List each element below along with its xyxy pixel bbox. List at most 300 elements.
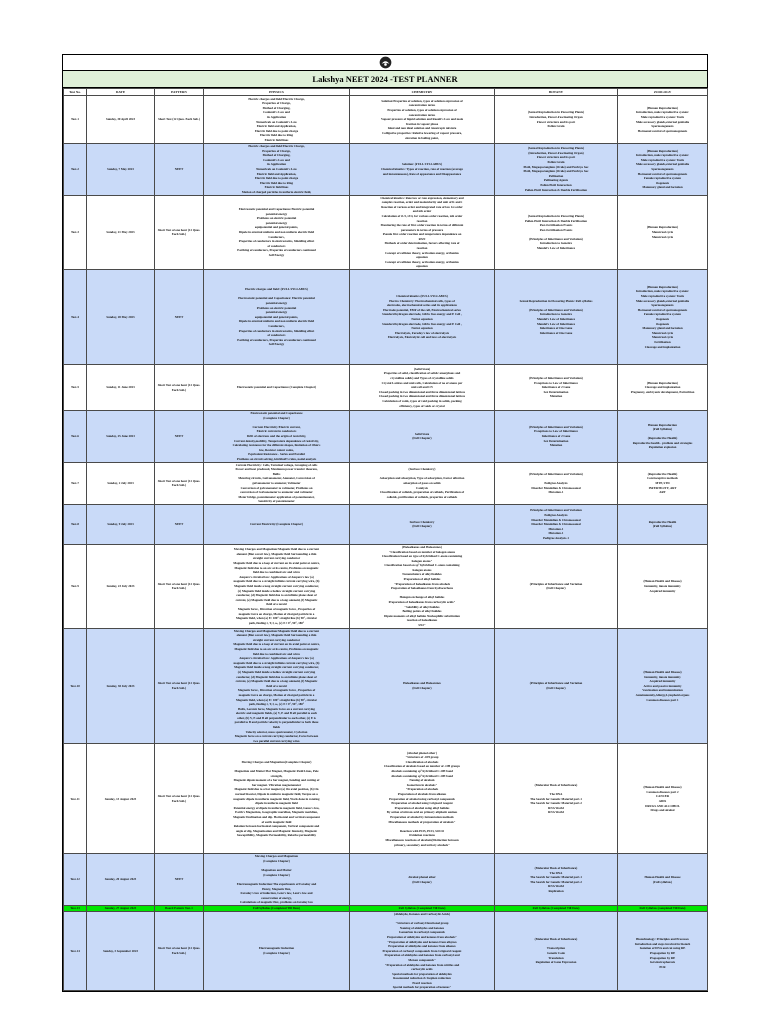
syllabus-line: Moving Charges and Magnetism(Complete Chapter) — [241, 759, 312, 764]
syllabus-line: Magnetic field due to a loop of current on its axial point at centre, — [233, 642, 320, 647]
table-row — [64, 854, 708, 906]
syllabus-line: its Application — [266, 114, 287, 119]
syllabus-line: CANCER — [655, 794, 670, 799]
syllabus-line: Ideal and non ideal solution and Azeotropic mixture — [387, 126, 457, 131]
syllabus-line: Coulomb's Law and — [263, 157, 290, 162]
syllabus-line: galvanometer to ammeter, Voltmeter — [252, 480, 301, 485]
syllabus-line: The DNA — [549, 792, 563, 797]
syllabus-line: Earthing of conductors, Properties of conductors continued — [237, 337, 316, 342]
syllabus-line: (Molecular Basis of Inheritance) — [534, 937, 578, 942]
syllabus-line: Sex Determination — [543, 389, 569, 394]
syllabus-line: Electromagnetic Induction:The experiments of Faraday and — [236, 882, 317, 886]
syllabus-line: Pollination — [548, 173, 564, 178]
syllabus-line: element (Biot savart law), Magnetic field Surrounding a thin — [236, 633, 317, 638]
pattern-cell: Short Test of one hour (12 Ques. Each Sub.) — [155, 462, 204, 504]
syllabus-line: Biotechnology: Principles and Processes — [636, 937, 689, 942]
syllabus-line: Pregnancy, embryonic development, Parturition — [630, 389, 695, 394]
syllabus-line: Ampere's circuital law: Applications of Ampere's law (a) — [239, 656, 314, 661]
syllabus-line: Coulomb's Law and — [263, 110, 290, 115]
syllabus-line: (Human Reproduction) — [647, 284, 678, 289]
syllabus-line: Oogenesis — [655, 317, 670, 322]
syllabus-line: Earth's Magnetism, Geographic meridian, Magnetic meridian, — [235, 810, 318, 815]
syllabus-line: path, finding r, T, f, ω, (c) θ ≠ 0°, 90°, 180° — [248, 620, 305, 625]
syllabus-line: Preparation of alkyl halides — [403, 577, 441, 582]
zoology-cell — [618, 544, 708, 628]
pattern-cell: Short Test of one hour (12 Ques. Each Sub.) — [155, 365, 204, 411]
syllabus-line: (Surface Chemistry) — [408, 467, 436, 472]
syllabus-line: Oogenesis — [655, 321, 670, 326]
syllabus-line: conversion of Galvanometer to ammeter and voltmeter — [240, 490, 313, 495]
syllabus-line: Sex Determination — [543, 438, 569, 443]
syllabus-line: Male reproductive system: Testis — [640, 114, 685, 119]
syllabus-line: Meter bridge, potentiometer application of potentiometer, — [238, 494, 315, 499]
syllabus-line: (Sexual Reproduction in Flowering Plants) — [527, 110, 585, 115]
syllabus-line: Conductors, — [268, 323, 285, 328]
physics-cell — [204, 144, 350, 196]
chemistry-cell — [350, 411, 495, 463]
syllabus-line: Introduction, male reproductive system: — [635, 289, 690, 294]
syllabus-line: Magnetic field, when (a) θ= 180° straight line (b) 90°, circular — [235, 616, 318, 621]
syllabus-line: magnetic force on charge, Motion of charged particle in a — [238, 611, 315, 616]
test-number-cell: Test-5 — [64, 365, 87, 411]
syllabus-line: reaction of haloalkanes — [406, 618, 438, 623]
syllabus-line: (c) Magnetic field inside a hollow straight current carrying — [237, 669, 316, 674]
syllabus-line: (Aldehyde, Ketones and Carboxylic Acids) — [394, 911, 450, 916]
syllabus-line: (Principles of Inheritance and Variation) — [529, 236, 583, 241]
syllabus-line: (Full syllabus) — [653, 879, 672, 884]
syllabus-line: Genetic Code — [547, 951, 565, 956]
table-row — [64, 144, 708, 196]
syllabus-line: conductor, (d) Magnetic field due to an infinite plane sheet of — [236, 593, 317, 598]
syllabus-line: fraction in vapour phase — [405, 121, 439, 126]
syllabus-line: Classification based on sp³ hybridised C-atom containing — [384, 563, 460, 568]
syllabus-line: Mendel's Law of Inheritance — [536, 321, 576, 326]
syllabus-line: The Search for Genetic Material part-2 — [530, 879, 582, 884]
syllabus-line: Male accessory glands,external genitalia — [635, 298, 690, 303]
syllabus-line: Introduction to Genetics — [539, 312, 573, 317]
syllabus-line: Magnetic dipole moment of a bar magnet, bending and cutting of — [233, 778, 320, 783]
syllabus-line: Post-Fertilisation Events — [539, 223, 573, 228]
syllabus-line: equation — [416, 264, 428, 269]
syllabus-line: Metson compounds" — [408, 957, 436, 962]
syllabus-line: Magnetism and Matter:Bar Magnet, Magnetic Field Lines, Pole — [234, 769, 319, 774]
syllabus-line: Pistil, Megasporangium (Ovule) and Embryo Sac — [523, 169, 589, 174]
syllabus-line: Isomerism in alcohols" — [406, 782, 438, 787]
zoology-cell — [618, 96, 708, 144]
syllabus-line: Potential energy of dipole in uniform magnetic field, Gauss's law, — [233, 805, 320, 810]
syllabus-line: Cleavage and implantation — [644, 385, 681, 390]
physics-cell — [204, 544, 350, 628]
syllabus-line: concentration terms — [408, 112, 436, 117]
syllabus-line: "Preparation of aldehydes and ketones from alkynes — [387, 939, 457, 944]
syllabus-line: Faraday's law of induction, Lenz's law, Lenz's law and — [240, 891, 313, 896]
zoology-cell — [618, 504, 708, 544]
syllabus-line: Cleavage and implantation — [644, 344, 681, 349]
syllabus-line: Disorder Mendelian & Chromosomal — [531, 522, 581, 527]
syllabus-line: (Complete Chapter) — [263, 872, 290, 877]
syllabus-line: Vapour pressure of liquid solution and Raoult's Law and mole — [381, 117, 463, 122]
syllabus-line: Introduction, Flower-Fascinating Organ — [529, 114, 583, 119]
syllabus-line: field due to combined arc and wires — [253, 651, 300, 656]
syllabus-line: Calculating resistance for the different shapes, limitation of Ohm's — [232, 443, 321, 448]
syllabus-line: Preparation of alcohol by fermentation methods — [390, 815, 454, 820]
syllabus-line: Magnetic force , Direction of magnetic force , Properties of — [237, 606, 316, 611]
syllabus-line: magnetic field due to a straight infinite current carrying wire, (b) — [233, 660, 320, 665]
pattern-cell: Short Test of one hour (12 Ques. Each Sub.) — [155, 628, 204, 744]
syllabus-line: Preparation of alcohol using carbonyl compounds — [389, 796, 455, 801]
syllabus-line: Exceptions to Law of Inheritance — [534, 380, 578, 385]
syllabus-line: Immunity, innate immunity — [644, 674, 681, 679]
syllabus-line: electrodes, electrochemical series and its applications — [387, 303, 457, 308]
pattern-cell: Short Test (12 Ques. Each Sub.) — [155, 96, 204, 144]
botany-cell — [495, 462, 618, 504]
syllabus-line: (Principles of Inheritance and Variation — [529, 581, 583, 586]
syllabus-line: AIDS — [658, 798, 667, 803]
syllabus-line: Flower structure and its part — [536, 119, 576, 124]
header-botany: BOTANY — [495, 89, 618, 96]
syllabus-line: Full Syllabus (completed Till Date) — [639, 906, 686, 911]
syllabus-line: normal bisector, Dipole in uniform magnetic field, Torque on a — [235, 792, 318, 797]
date-cell: Sunday, 21 May 2023 — [87, 195, 155, 270]
syllabus-line: potential energy — [265, 310, 288, 315]
physics-cell — [204, 628, 350, 744]
syllabus-line: Classification of alcohols — [405, 759, 439, 764]
syllabus-line: Flower structure and its part — [536, 155, 576, 160]
syllabus-line: Inheritance of 2 Gene — [541, 434, 571, 438]
syllabus-line: Spermatogenesis — [651, 166, 674, 171]
pattern-cell: Board Pattern Test-1 — [155, 905, 204, 911]
syllabus-line: Classification of colloids, preparation of colloids, Purification of — [379, 490, 465, 495]
syllabus-line: PCR — [659, 964, 666, 969]
syllabus-line: Moving Charges and Magnetism — [254, 854, 299, 859]
syllabus-line: The Search for Genetic Material part-2 — [530, 801, 582, 806]
syllabus-line: Transcription — [546, 946, 566, 951]
syllabus-line: Translation — [548, 955, 564, 960]
syllabus-line: Mendel's Law of Inheritance — [536, 317, 576, 322]
logo-row — [63, 55, 707, 71]
syllabus-line: primary, secondary and tertiary alcohols" — [394, 842, 450, 847]
syllabus-line: potential energy — [265, 300, 288, 305]
syllabus-line: (Molecular Basis of Inheritance) — [534, 865, 578, 870]
syllabus-line: colloids, purification of colloids, properties of colloids — [386, 494, 458, 499]
syllabus-line: Properties of solution, types of solution expression of — [387, 108, 457, 113]
syllabus-line: Special methods for preparation of aldehydes — [392, 971, 452, 976]
syllabus-line: Introduction to Genetics — [539, 241, 573, 246]
syllabus-line: Current Electricity: Cells, Terminal voltage, Grouping of cells — [235, 462, 318, 467]
syllabus-line: potential energy — [265, 211, 288, 216]
syllabus-line: Pollen Grain — [547, 160, 565, 165]
syllabus-line: Hormonal control of spermatogenesis — [637, 128, 688, 133]
syllabus-line: Reaction with PCl5, PCl3, SOCl2 — [400, 828, 444, 833]
syllabus-line: Principles of Inheritance and Variation — [530, 508, 582, 513]
date-cell: Sunday, 20 August 2023 — [87, 854, 155, 906]
syllabus-line: elevation in boiling point, — [405, 135, 439, 140]
syllabus-line: Problems on electric potential — [256, 305, 297, 310]
zoology-cell — [618, 270, 708, 365]
syllabus-line: Standard hydrogen electrode, Gibbs free energy and E Cell , — [382, 321, 462, 326]
table-row — [64, 411, 708, 463]
syllabus-line: current, (e) Magnetic field due to a long solenoid, (f) Magnetic — [235, 679, 318, 684]
chemistry-cell — [350, 462, 495, 504]
syllabus-line: Drift of electrons and the origin of resistivity, — [246, 434, 307, 438]
syllabus-line: Pollen Pistil Interaction — [540, 183, 572, 188]
syllabus-line: Pollen-Pistil Interaction & Double Fertilisation — [524, 218, 588, 223]
syllabus-line: Mammary gland and lactation — [642, 326, 683, 331]
pattern-cell: Short Test of one hour (12 Ques. Each Sub.) — [155, 195, 204, 270]
syllabus-line: Numericals on Coulomb's Law — [256, 166, 297, 171]
syllabus-line: Magnetic force , Direction of magnetic force , Properties of — [237, 688, 316, 693]
table-row — [64, 270, 708, 365]
botany-cell — [495, 96, 618, 144]
syllabus-line: Magnetic field due to a loop of current on its axial point at centre, — [233, 560, 320, 565]
syllabus-line: Catalysis — [415, 485, 429, 490]
syllabus-line: parameters in terms of pressure — [400, 227, 444, 232]
physics-cell — [204, 365, 350, 411]
test-number-cell: Test-10 — [64, 628, 87, 744]
syllabus-line: Properties of Charge, — [262, 148, 291, 153]
syllabus-line: Menstrual cycle — [651, 229, 674, 234]
syllabus-line: Spermatogenesis — [651, 124, 674, 129]
syllabus-line: Magnetic field due to an arc at its centre, Problems on magnetic — [234, 565, 319, 570]
syllabus-line: Regulation of Gene Expression — [535, 960, 577, 965]
syllabus-line: Magnetic field due to an arc at its centre, Problems on magnetic — [234, 646, 319, 651]
syllabus-line: Mutation-1 — [548, 490, 564, 495]
syllabus-line: Moving Charges and Magnetism:Magnetic field due to a current — [233, 628, 320, 633]
pattern-cell: Short Test of one hour (12 Ques. Each Sub.) — [155, 544, 204, 628]
syllabus-line: Preparation of alcohol using alkyl halides — [394, 805, 450, 810]
syllabus-line: two parallel current carrying wires — [253, 738, 300, 743]
physics-cell — [204, 96, 350, 144]
syllabus-line: Electric charges and field:Electric Charge, — [248, 144, 305, 148]
syllabus-line: MTP, STD — [655, 480, 670, 485]
syllabus-line: Boiling points of alkyl halides — [402, 609, 442, 614]
syllabus-line: (Reproductive Health) — [647, 471, 678, 476]
syllabus-line: Adsorption and absorption, Type of adsorption, Factor affection — [379, 476, 465, 481]
syllabus-line: Electrolysis, Electrolytic cell and laws of electrolysis — [387, 335, 457, 340]
physics-cell — [204, 504, 350, 544]
test-number-cell: Test-1 — [64, 96, 87, 144]
syllabus-line: Introduction, male reproductive system: — [635, 153, 690, 158]
syllabus-line: Halogen exchange of alkyl halides — [399, 595, 445, 600]
syllabus-line: Pollen-Pistil Interaction & Double Fertilisation — [524, 187, 588, 192]
syllabus-line: Electromagnetic Induction — [258, 946, 295, 951]
zoology-cell — [618, 365, 708, 411]
syllabus-line: of conductors — [267, 243, 286, 248]
syllabus-line: Ampere's circuital law: Applications of Ampere's law (a) — [239, 574, 314, 579]
date-cell: Sunday, 30 April 2023 — [87, 96, 155, 144]
syllabus-line: (Molecular Basis of Inheritance) — [534, 782, 578, 787]
syllabus-line: Male reproductive system: Testis — [640, 157, 685, 162]
syllabus-line: Preparation of alcohol using Grignard reagent — [391, 801, 453, 806]
pattern-cell: NEET — [155, 270, 204, 365]
syllabus-line: Mammary gland and lactation — [642, 185, 683, 190]
syllabus-line: Population explosion — [648, 445, 677, 450]
syllabus-line: Electrostatic potential and Capacitance (Complete Chapter) — [236, 385, 317, 390]
header-chemistry: CHEMISTRY — [350, 89, 495, 96]
syllabus-line: (Reproductive Health) — [647, 436, 678, 441]
syllabus-line: Sensitivity of potentiometer — [258, 499, 295, 504]
syllabus-line: Preparation of aldehydes and ketones from alkenes — [388, 944, 456, 949]
table-header-row — [64, 89, 708, 96]
syllabus-line: Classification of alcohols based on number of -OH groups — [383, 764, 461, 769]
syllabus-line: Bulbs — [272, 471, 281, 476]
syllabus-line: Nernst equation — [411, 317, 433, 322]
physics-cell — [204, 744, 350, 854]
syllabus-line: Full Syllabus (Completed Till Date) — [253, 906, 300, 911]
syllabus-line: (Human Reproduction) — [647, 105, 678, 110]
test-number-cell: Test-4 — [64, 270, 87, 365]
test-number-cell: Test-8 — [64, 504, 87, 544]
syllabus-line: equipotential and general points, — [254, 225, 299, 230]
syllabus-line: "Preparation of alcohols — [405, 787, 439, 792]
botany-cell — [495, 854, 618, 906]
syllabus-line: Pistil, Megasporangium (Ovule) and Embryo Sac — [523, 164, 589, 169]
syllabus-line: The Search for Genetic Material part-1 — [530, 796, 582, 801]
syllabus-line: Problems on circuit solving, kirchhoff's rules, nodal analysis — [236, 456, 317, 461]
table-row — [64, 365, 708, 411]
syllabus-line: Replication — [548, 888, 564, 893]
syllabus-line: angle of dip, Magnetisation and Magnetic Intensity, Magnetic — [235, 828, 318, 833]
syllabus-line: Electric field and Application, — [256, 171, 297, 176]
syllabus-line: law, Resistor colour codes, — [259, 447, 294, 452]
test-number-cell: Test-6 — [64, 411, 87, 463]
syllabus-line: (Alcohol phenol ether ) — [406, 750, 438, 755]
physics-cell — [204, 270, 350, 365]
table-row — [64, 96, 708, 144]
syllabus-line: "Structure of carbonyl functional group — [395, 921, 449, 926]
table-row — [64, 504, 708, 544]
test-number-cell: Test-2 — [64, 144, 87, 196]
syllabus-line: Menstrual cycle — [651, 330, 674, 335]
syllabus-line: Chemical kinetics: Types of reaction, rate of reaction (average — [381, 166, 463, 171]
header-physics: PHYSICS — [204, 89, 350, 96]
syllabus-line: Inheritance of One Gene — [539, 330, 573, 335]
syllabus-line: Moving Charges and Magnetism:Magnetic field due to a current — [233, 547, 320, 552]
syllabus-line: Post-Fertilisation Events — [539, 227, 573, 232]
syllabus-line: "Classification based on number of halogen atoms — [388, 549, 456, 554]
syllabus-line: halogen atoms" — [411, 558, 433, 563]
syllabus-line: Mutation — [549, 394, 563, 399]
syllabus-line: Properties of conductors in electrostatics, Shielding effect — [238, 239, 315, 244]
syllabus-line: Mendel's Law of Inheritance — [536, 246, 576, 251]
syllabus-line: Fertilisation — [654, 340, 671, 344]
syllabus-line: Closed packing in two dimensional and three dimensional lattices — [378, 394, 466, 399]
date-cell: Sunday, 28 May 2023 — [87, 270, 155, 365]
syllabus-line: Magnetic Declination and dip. Horizontal and vertical component — [233, 815, 320, 820]
syllabus-line: Human Reproduction — [648, 422, 677, 427]
syllabus-line: Electric charges and field:Electric Charge, — [248, 96, 305, 101]
zoology-cell — [618, 911, 708, 990]
test-number-cell: Test-12 — [64, 854, 87, 906]
date-cell: Sunday, 13 August 2023 — [87, 744, 155, 854]
syllabus-line: of earth magnetic field — [261, 819, 292, 824]
syllabus-line: Solid State — [414, 431, 430, 436]
syllabus-line: Reaction of various order and integrated rate of law 1st order — [381, 204, 463, 209]
syllabus-line: Preparation of carbonyl compounds from Grignard reagent — [382, 948, 462, 953]
syllabus-line: Dipole in external uniform and non uniform electric field — [238, 319, 315, 324]
syllabus-line: Etard reaction — [412, 980, 432, 985]
syllabus-line: Dipole in external uniform and non uniform electric field — [238, 229, 315, 234]
syllabus-line: potential energy — [265, 220, 288, 225]
chemistry-cell — [350, 96, 495, 144]
zoology-cell — [618, 411, 708, 463]
syllabus-line: Common diseases part 2 — [646, 789, 679, 794]
syllabus-line: Special methods for preparation of ketones" — [392, 985, 452, 990]
syllabus-line: Electrostatic potential and Capacitance Electric potential — [238, 207, 315, 212]
syllabus-line: Inheritance of 2 Gene — [541, 385, 571, 390]
syllabus-line: Alcohols containing sp² hybridised C-OH bond — [391, 773, 453, 778]
syllabus-line: Standard hydrogen electrode, Gibbs free energy and E Cell , — [382, 312, 462, 317]
syllabus-line: (Full Syllabus) — [652, 427, 673, 432]
syllabus-line: Crystal Lattices and unit cells, Calculation of no of atoms per — [381, 380, 463, 385]
date-cell: Sunday, 25 June 2023 — [87, 411, 155, 463]
syllabus-line: and nth order — [412, 209, 432, 214]
syllabus-line: Pollen Grain — [547, 124, 565, 129]
table-row — [64, 628, 708, 744]
syllabus-line: equipotential and general points, — [254, 314, 299, 319]
syllabus-line: Naming of aldehydes and ketones — [399, 925, 445, 930]
date-cell: Sunday, 7 May 2023 — [87, 144, 155, 196]
syllabus-line: Closed packing in two dimensional and three dimensional lattices — [378, 389, 466, 394]
syllabus-line: Inheritance of One Gene — [539, 326, 573, 331]
syllabus-line: (Human Health and Disease) — [643, 785, 682, 790]
syllabus-line: Conductors, — [268, 234, 285, 239]
date-cell: Sunday, 9 July 2023 — [87, 504, 155, 544]
test-number-cell: Test-9 — [64, 544, 87, 628]
botany-cell — [495, 628, 618, 744]
syllabus-line: RNA World — [548, 805, 564, 810]
botany-cell — [495, 270, 618, 365]
syllabus-line: (Introduction, Flower-Fascinating Organ) — [528, 150, 584, 155]
table-row — [64, 462, 708, 504]
syllabus-line: Method of Charging, — [262, 105, 291, 110]
header-pattern: PATTERN — [155, 89, 204, 96]
chemistry-cell — [350, 544, 495, 628]
syllabus-line: Electric field due to point charge — [254, 176, 299, 181]
date-cell: Sunday, 30 July 2023 — [87, 628, 155, 744]
syllabus-line: its Application — [266, 162, 287, 167]
pattern-cell: NEET — [155, 504, 204, 544]
header-date: DATE — [87, 89, 155, 96]
table-row — [64, 195, 708, 270]
zoology-cell — [618, 462, 708, 504]
syllabus-line: (Principles of Inheritance and Variation — [529, 681, 583, 686]
syllabus-line: (Human Reproduction) — [647, 148, 678, 153]
botany-cell — [495, 411, 618, 463]
syllabus-line: Drugs and alcohol — [650, 808, 675, 813]
chemistry-cell — [350, 365, 495, 411]
syllabus-line: Sexual Reproduction in Flowering Plants: Full syllabus — [519, 298, 593, 303]
syllabus-line: Immunity, innate immunity — [644, 583, 681, 588]
syllabus-line: Disorder Mendelian & Chromosomal — [531, 485, 581, 490]
syllabus-line: Magnetic force on a current carrying conductor, Force between — [234, 734, 319, 739]
date-cell: Sunday, 2 July 2023 — [87, 462, 155, 504]
syllabus-line: Relation between horizontal component, Vertical component and — [233, 824, 320, 829]
syllabus-line: (Complete Chapter) — [263, 859, 290, 864]
botany-cell — [495, 504, 618, 544]
syllabus-line: Miscellaneous methods of preparation of alcohols" — [388, 819, 456, 824]
syllabus-line: (Sexual Reproduction in Flowering Plants) — [527, 146, 585, 151]
syllabus-line: Male reproductive system: Testis — [640, 294, 685, 299]
syllabus-line: halogen atoms — [412, 567, 432, 572]
header-test-no: Test No. — [64, 89, 87, 96]
physics-cell — [204, 854, 350, 906]
syllabus-line: Equivalent Resistance - Series and Parallel — [248, 452, 305, 457]
syllabus-line: (Human Reproduction) — [647, 225, 678, 230]
planner-title: Lakshya NEET 2024 -TEST PLANNER — [63, 71, 707, 88]
syllabus-line: DRUGS AND ALCOHOL — [645, 803, 680, 808]
syllabus-line: Calculations of magnetic flux, problems on faraday law — [240, 900, 313, 905]
